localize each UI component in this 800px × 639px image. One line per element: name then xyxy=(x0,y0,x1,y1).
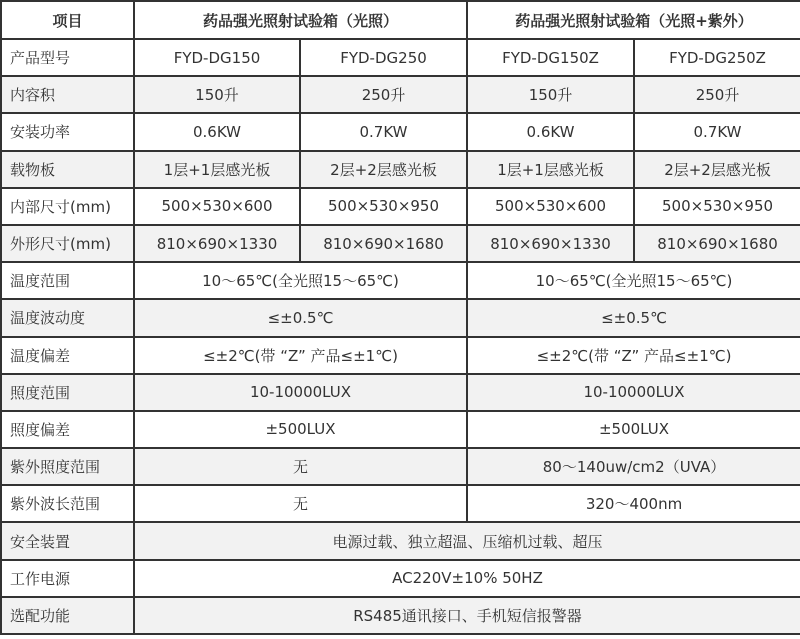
spec-row-inner-size xyxy=(1,188,800,225)
spec-value: 2层+2层感光板 xyxy=(634,151,800,188)
spec-row-optional xyxy=(1,597,800,634)
spec-value: 2层+2层感光板 xyxy=(300,151,467,188)
spec-value: FYD-DG250Z xyxy=(634,39,800,76)
row-label: 选配功能 xyxy=(1,597,134,634)
spec-row-temp-fluctuation xyxy=(1,299,800,336)
spec-value: 250升 xyxy=(300,76,467,113)
spec-value: AC220V±10% 50HZ xyxy=(134,560,800,597)
spec-value: 0.6KW xyxy=(134,113,300,150)
spec-value: 500×530×950 xyxy=(634,188,800,225)
spec-value: 320～400nm xyxy=(467,485,800,522)
spec-value: ≤±2℃(带 “Z” 产品≤±1℃) xyxy=(134,337,467,374)
spec-value: ≤±2℃(带 “Z” 产品≤±1℃) xyxy=(467,337,800,374)
spec-value: 810×690×1680 xyxy=(634,225,800,262)
spec-value: 810×690×1330 xyxy=(467,225,634,262)
spec-value: 10-10000LUX xyxy=(134,374,467,411)
spec-value: 无 xyxy=(134,448,467,485)
spec-value: 10～65℃(全光照15～65℃) xyxy=(467,262,800,299)
spec-value: 1层+1层感光板 xyxy=(134,151,300,188)
row-label: 工作电源 xyxy=(1,560,134,597)
spec-row-volume xyxy=(1,76,800,113)
spec-value: ±500LUX xyxy=(467,411,800,448)
spec-value: 500×530×600 xyxy=(467,188,634,225)
spec-value: 810×690×1330 xyxy=(134,225,300,262)
spec-row-uv-lux-range xyxy=(1,448,800,485)
spec-value: 10～65℃(全光照15～65℃) xyxy=(134,262,467,299)
spec-value: FYD-DG150Z xyxy=(467,39,634,76)
spec-value: 500×530×950 xyxy=(300,188,467,225)
spec-row-shelves xyxy=(1,151,800,188)
row-label: 内部尺寸(mm) xyxy=(1,188,134,225)
spec-value: 80～140uw/cm2（UVA） xyxy=(467,448,800,485)
header-item: 项目 xyxy=(1,1,134,39)
row-label: 安全装置 xyxy=(1,522,134,559)
row-label: 照度范围 xyxy=(1,374,134,411)
spec-value: 无 xyxy=(134,485,467,522)
spec-value: FYD-DG250 xyxy=(300,39,467,76)
row-label: 照度偏差 xyxy=(1,411,134,448)
spec-value: RS485通讯接口、手机短信报警器 xyxy=(134,597,800,634)
spec-row-lux-range xyxy=(1,374,800,411)
spec-value: ≤±0.5℃ xyxy=(467,299,800,336)
spec-value: FYD-DG150 xyxy=(134,39,300,76)
spec-row-outer-size xyxy=(1,225,800,262)
row-label: 产品型号 xyxy=(1,39,134,76)
row-label: 载物板 xyxy=(1,151,134,188)
row-label: 紫外波长范围 xyxy=(1,485,134,522)
spec-value: 0.7KW xyxy=(300,113,467,150)
spec-row-temp-deviation xyxy=(1,337,800,374)
row-label: 温度波动度 xyxy=(1,299,134,336)
header-group-guangzhao-ziwai: 药品强光照射试验箱（光照+紫外） xyxy=(467,1,800,39)
spec-row-lux-deviation xyxy=(1,411,800,448)
spec-value: 500×530×600 xyxy=(134,188,300,225)
row-label: 温度范围 xyxy=(1,262,134,299)
spec-row-uv-wavelength xyxy=(1,485,800,522)
spec-value: 电源过载、独立超温、压缩机过载、超压 xyxy=(134,522,800,559)
spec-row-temp-range xyxy=(1,262,800,299)
row-label: 紫外照度范围 xyxy=(1,448,134,485)
spec-value: 10-10000LUX xyxy=(467,374,800,411)
spec-value: 1层+1层感光板 xyxy=(467,151,634,188)
spec-value: 150升 xyxy=(134,76,300,113)
row-label: 内容积 xyxy=(1,76,134,113)
spec-value: 150升 xyxy=(467,76,634,113)
row-label: 温度偏差 xyxy=(1,337,134,374)
spec-row-power xyxy=(1,113,800,150)
spec-row-safety xyxy=(1,522,800,559)
spec-value: 810×690×1680 xyxy=(300,225,467,262)
row-label: 外形尺寸(mm) xyxy=(1,225,134,262)
row-label: 安装功率 xyxy=(1,113,134,150)
spec-value: 0.7KW xyxy=(634,113,800,150)
spec-value: 250升 xyxy=(634,76,800,113)
spec-row-power-supply xyxy=(1,560,800,597)
spec-value: ±500LUX xyxy=(134,411,467,448)
header-group-guangzhao: 药品强光照射试验箱（光照） xyxy=(134,1,467,39)
spec-value: 0.6KW xyxy=(467,113,634,150)
spec-value: ≤±0.5℃ xyxy=(134,299,467,336)
table-header-row xyxy=(1,1,800,39)
spec-row-model xyxy=(1,39,800,76)
